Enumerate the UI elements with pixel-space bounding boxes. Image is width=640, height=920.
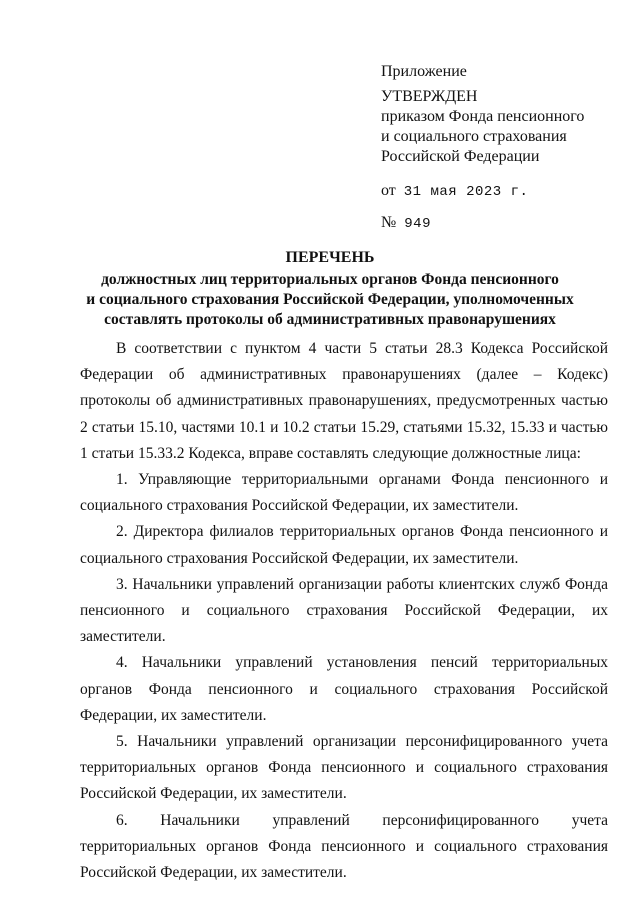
title-main: ПЕРЕЧЕНЬ [285, 249, 375, 266]
number-prefix: № [381, 214, 397, 231]
document-body [80, 336, 608, 886]
list-item: 2. Директора филиалов территориальных органов Фонда пенсионного и социального страхования Российской Федерации, их заместители. [80, 523, 608, 567]
title-line: должностных лиц территориальных органов Фонда пенсионного [101, 271, 559, 288]
title-line: составлять протоколы об административных правонарушениях [104, 311, 556, 328]
date-value: 31 мая 2023 г. [403, 184, 529, 200]
approved-label: УТВЕРЖДЕН [381, 88, 478, 105]
list-item: 5. Начальники управлений организации персонифицированного учета территориальных органов Фонда пенсионного и социального страхования Российской Федерации, их заместители. [80, 733, 608, 803]
order-line: и социального страхования [381, 128, 567, 145]
order-line: Российской Федерации [381, 148, 540, 165]
document-title [60, 248, 600, 330]
list-item: 1. Управляющие территориальными органами Фонда пенсионного и социального страхования Российской Федерации, их заместители. [80, 471, 608, 515]
title-line: и социального страхования Российской Федерации, уполномоченных [86, 291, 574, 308]
order-number [381, 213, 621, 234]
order-date [381, 181, 621, 202]
list-item: 6. Начальники управлений персонифицированного учета территориальных органов Фонда пенсионного и социального страхования Российской Федерации, их заместители. [80, 811, 608, 882]
list-item: 3. Начальники управлений организации работы клиентских служб Фонда пенсионного и социального страхования Российской Федерации, их заместители. [80, 575, 608, 646]
number-value: 949 [404, 216, 431, 232]
appendix-label: Приложение [381, 63, 467, 80]
list-item: 4. Начальники управлений установления пенсий территориальных органов Фонда пенсионного и социального страхования Российской Федерации, их заместители. [80, 654, 608, 724]
date-prefix: от [381, 182, 396, 199]
intro-paragraph: В соответствии с пунктом 4 части 5 статьи 28.3 Кодекса Российской Федерации об административных правонарушениях (далее – Кодекс) протоколы об административных правонарушениях, предусмотренных частью 2 статьи 15.10, частями 10.1 и 10.2 статьи 15.29, статьями 15.32, 15.33 и частью 1 статьи 15.33.2 Кодекса, вправе составлять следующие должностные лица: [80, 340, 608, 462]
approval-block [381, 62, 621, 234]
order-line: приказом Фонда пенсионного [381, 108, 585, 125]
